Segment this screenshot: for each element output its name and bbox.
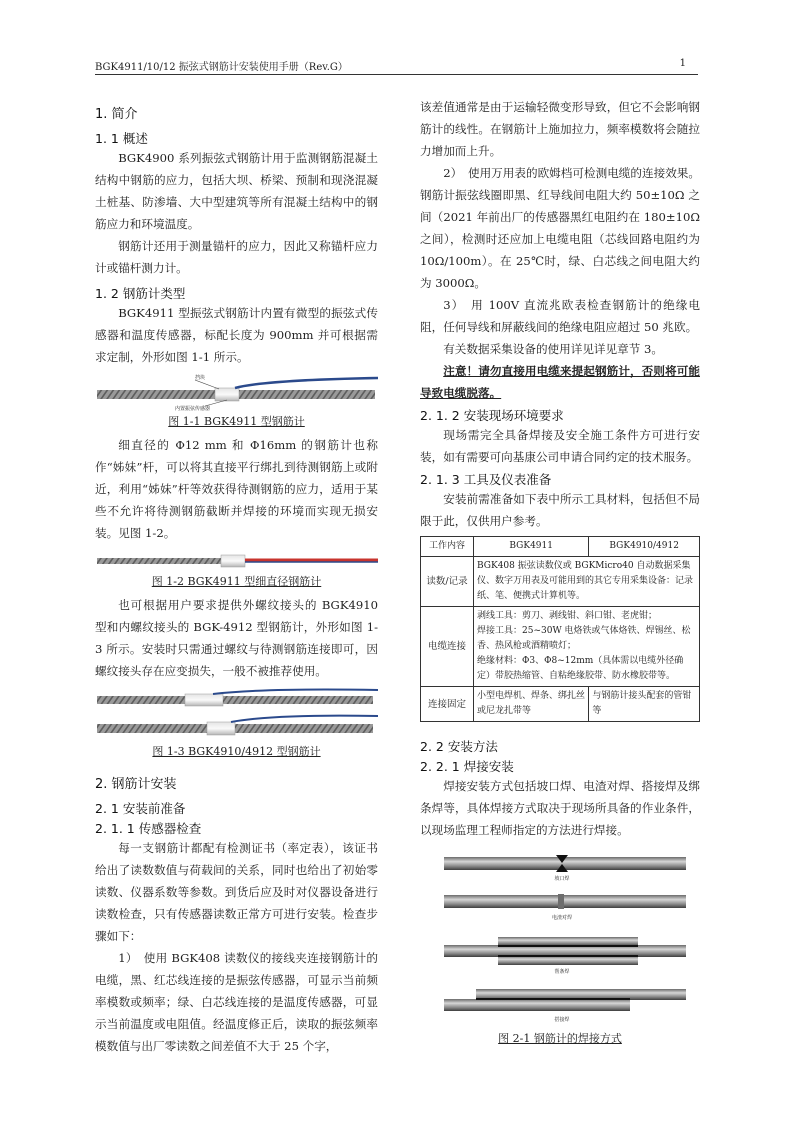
weld-label-groove: 坡口焊	[554, 876, 570, 882]
data-acquisition-reference: 有关数据采集设备的使用详见详见章节 3。	[443, 342, 663, 356]
figure-1-3-caption: 图 1-3 BGK4910/4912 型钢筋计	[152, 745, 321, 758]
header-title: BGK4911/10/12 振弦式钢筋计安装使用手册（Rev.G）	[95, 62, 348, 73]
cable-warning: 注意！请勿直接用电缆来提起钢筋计，否则将可能导致电缆脱落。	[420, 364, 700, 400]
section-tools-heading: 2. 1. 3 工具及仪表准备	[420, 472, 552, 487]
weld-label-strap: 帮条焊	[554, 969, 570, 975]
step-1-continued: 该差值通常是由于运输轻微变形导致，但它不会影响钢筋计的线性。在钢筋计上施加拉力，频率模数将会随拉力增加而上升。	[420, 100, 700, 158]
figure-1-2-caption: 图 1-2 BGK4911 型细直径钢筋计	[151, 575, 322, 588]
table-cell-line: 绝缘材料：Φ3、Φ8~12mm（具体需以电缆外径确定）带胶热缩管、自粘绝缘胶带、防水橡胶带等。	[477, 656, 684, 681]
table-cell: 小型电焊机、焊条、绑扎丝或尼龙扎带等	[474, 687, 589, 722]
thin-rebar-paragraph: 细直径的 Φ12 mm 和 Φ16mm 的钢筋计也称作“姊妹”杆，可以将其直接平行绑扎到待测钢筋上或附近，利用“姊妹”杆等效获得待测钢筋的应力，适用于某些不允许将待测钢筋截断并焊接的环境而实现无损安装。见图 1-2。	[95, 438, 378, 540]
tools-table	[420, 536, 700, 722]
section-method-heading: 2. 2 安装方法	[420, 739, 498, 754]
overview-paragraph-1: BGK4900 系列振弦式钢筋计用于监测钢筋混凝土结构中钢筋的应力，包括大坝、桥梁、预制和现浇混凝土桩基、防渗墙、大中型建筑等所有混凝土结构中的钢筋应力和环境温度。	[95, 151, 378, 231]
sensor-check-paragraph: 每一支钢筋计都配有检测证书（率定表），该证书给出了读数数值与荷载间的关系，同时也给出了初始零读数、仪器系数等参数。到货后应及时对仪器设备进行读数检查，只有传感器读数正常方可进行安装。检查步骤如下：	[95, 841, 378, 943]
left-column	[95, 96, 378, 1057]
check-step-3: 3） 用 100V 直流兆欧表检查钢筋计的绝缘电阻，任何导线和屏蔽线间的绝缘电阻应超过 50 兆欧。	[420, 298, 700, 334]
section-intro-heading: 1. 简介	[95, 107, 138, 122]
figure-2-1	[420, 849, 700, 1049]
weld-paragraph: 焊接安装方式包括坡口焊、电渣对焊、搭接焊及绑条焊等，具体焊接方式取决于现场所具备的作业条件，以现场监理工程师指定的方法进行焊接。	[420, 779, 700, 837]
section-types-heading: 1. 2 钢筋计类型	[95, 286, 186, 301]
figure-1-2	[95, 548, 378, 592]
figure-2-1-caption: 图 2-1 钢筋计的焊接方式	[498, 1032, 622, 1045]
table-header-cell: 工作内容	[421, 537, 474, 557]
bgk4911-rebar-image	[95, 372, 378, 412]
section-overview-heading: 1. 1 概述	[95, 131, 148, 146]
overview-paragraph-2: 钢筋计还用于测量锚杆的应力，因此又称锚杆应力计或锚杆测力计。	[95, 239, 378, 275]
tools-paragraph: 安装前需准备如下表中所示工具材料，包括但不局限于此，仅供用户参考。	[420, 492, 700, 528]
section-prep-heading: 2. 1 安装前准备	[95, 801, 186, 816]
table-header-cell: BGK4911	[474, 537, 589, 557]
types-paragraph: BGK4911 型振弦式钢筋计内置有微型的振弦式传感器和温度传感器，标配长度为 900mm 并可根据需求定制，外形如图 1-1 所示。	[95, 306, 378, 364]
check-step-1: 1） 使用 BGK408 读数仪的接线夹连接钢筋计的电缆，黑、红芯线连接的是振弦传感器，可显示当前频率模数或频率；绿、白芯线连接的是温度传感器，可显示当前温度或电阻值。经温度修正后，读取的振弦频率模数值与出厂零读数之间差值不大于 25 个字，	[95, 951, 378, 1053]
page-header	[95, 58, 698, 75]
check-step-2: 2） 使用万用表的欧姆档可检测电缆的连接效果。钢筋计振弦线圈即黑、红导线间电阻大约 50±10Ω 之间（2021 年前出厂的传感器黑红电阻约在 180±10Ω 之间），检测时还应加上电缆电阻（芯线回路电阻约为 10Ω/100m）。在 25℃时，绿、白芯线之间电阻大约为 3000Ω。	[420, 166, 700, 290]
table-row	[421, 687, 700, 722]
welding-methods-image	[420, 849, 700, 1029]
table-row	[421, 557, 700, 607]
table-cell: 与钢筋计接头配套的管钳等	[589, 687, 700, 722]
section-install-heading: 2. 钢筋计安装	[95, 777, 177, 792]
table-cell-line: 焊接工具：25~30W 电烙铁或气体烙铁、焊锡丝、松香、热风枪或酒精喷灯；	[477, 626, 691, 651]
table-cell: BGK408 振弦读数仪或 BGKMicro40 自动数据采集仪、数字万用表及可能用到的其它专用采集设备：记录纸、笔、便携式计算机等。	[474, 557, 700, 607]
table-header-row	[421, 537, 700, 557]
thin-rebar-image	[95, 548, 378, 572]
section-weld-heading: 2. 2. 1 焊接安装	[420, 759, 514, 774]
weld-label-lap: 搭接焊	[554, 1017, 570, 1023]
section-sensor-check-heading: 2. 1. 1 传感器检查	[95, 821, 202, 836]
figure-1-3	[95, 686, 378, 762]
weld-label-electroslag: 电渣对焊	[551, 915, 573, 921]
figure-1-1	[95, 372, 378, 432]
table-row-label: 读数/记录	[421, 557, 474, 607]
section-environment-heading: 2. 1. 2 安装现场环境要求	[420, 408, 564, 423]
threaded-rebar-paragraph: 也可根据用户要求提供外螺纹接头的 BGK4910 型和内螺纹接头的 BGK-4912 型钢筋计，外形如图 1-3 所示。安装时只需通过螺纹与待测钢筋连接即可，因螺纹接头存在应变损失，一般不被推荐使用。	[95, 598, 378, 678]
fig1-label-sensor: 内置振弦传感器	[175, 406, 211, 412]
right-column	[420, 96, 700, 1051]
table-header-cell: BGK4910/4912	[589, 537, 700, 557]
table-row-label: 连接固定	[421, 687, 474, 722]
table-row-label: 电缆连接	[421, 607, 474, 687]
page-number: 1	[679, 58, 686, 69]
fig1-label-stopper: 挡块	[195, 375, 206, 381]
figure-1-1-caption: 图 1-1 BGK4911 型钢筋计	[168, 415, 305, 428]
bgk4910-4912-rebar-image	[95, 686, 378, 742]
environment-paragraph: 现场需完全具备焊接及安全施工条件方可进行安装，如有需要可向基康公司申请合同约定的技术服务。	[420, 428, 700, 464]
table-cell-line: 剥线工具：剪刀、剥线钳、斜口钳、老虎钳；	[477, 611, 658, 621]
table-row	[421, 607, 700, 687]
table-cell	[474, 607, 700, 687]
